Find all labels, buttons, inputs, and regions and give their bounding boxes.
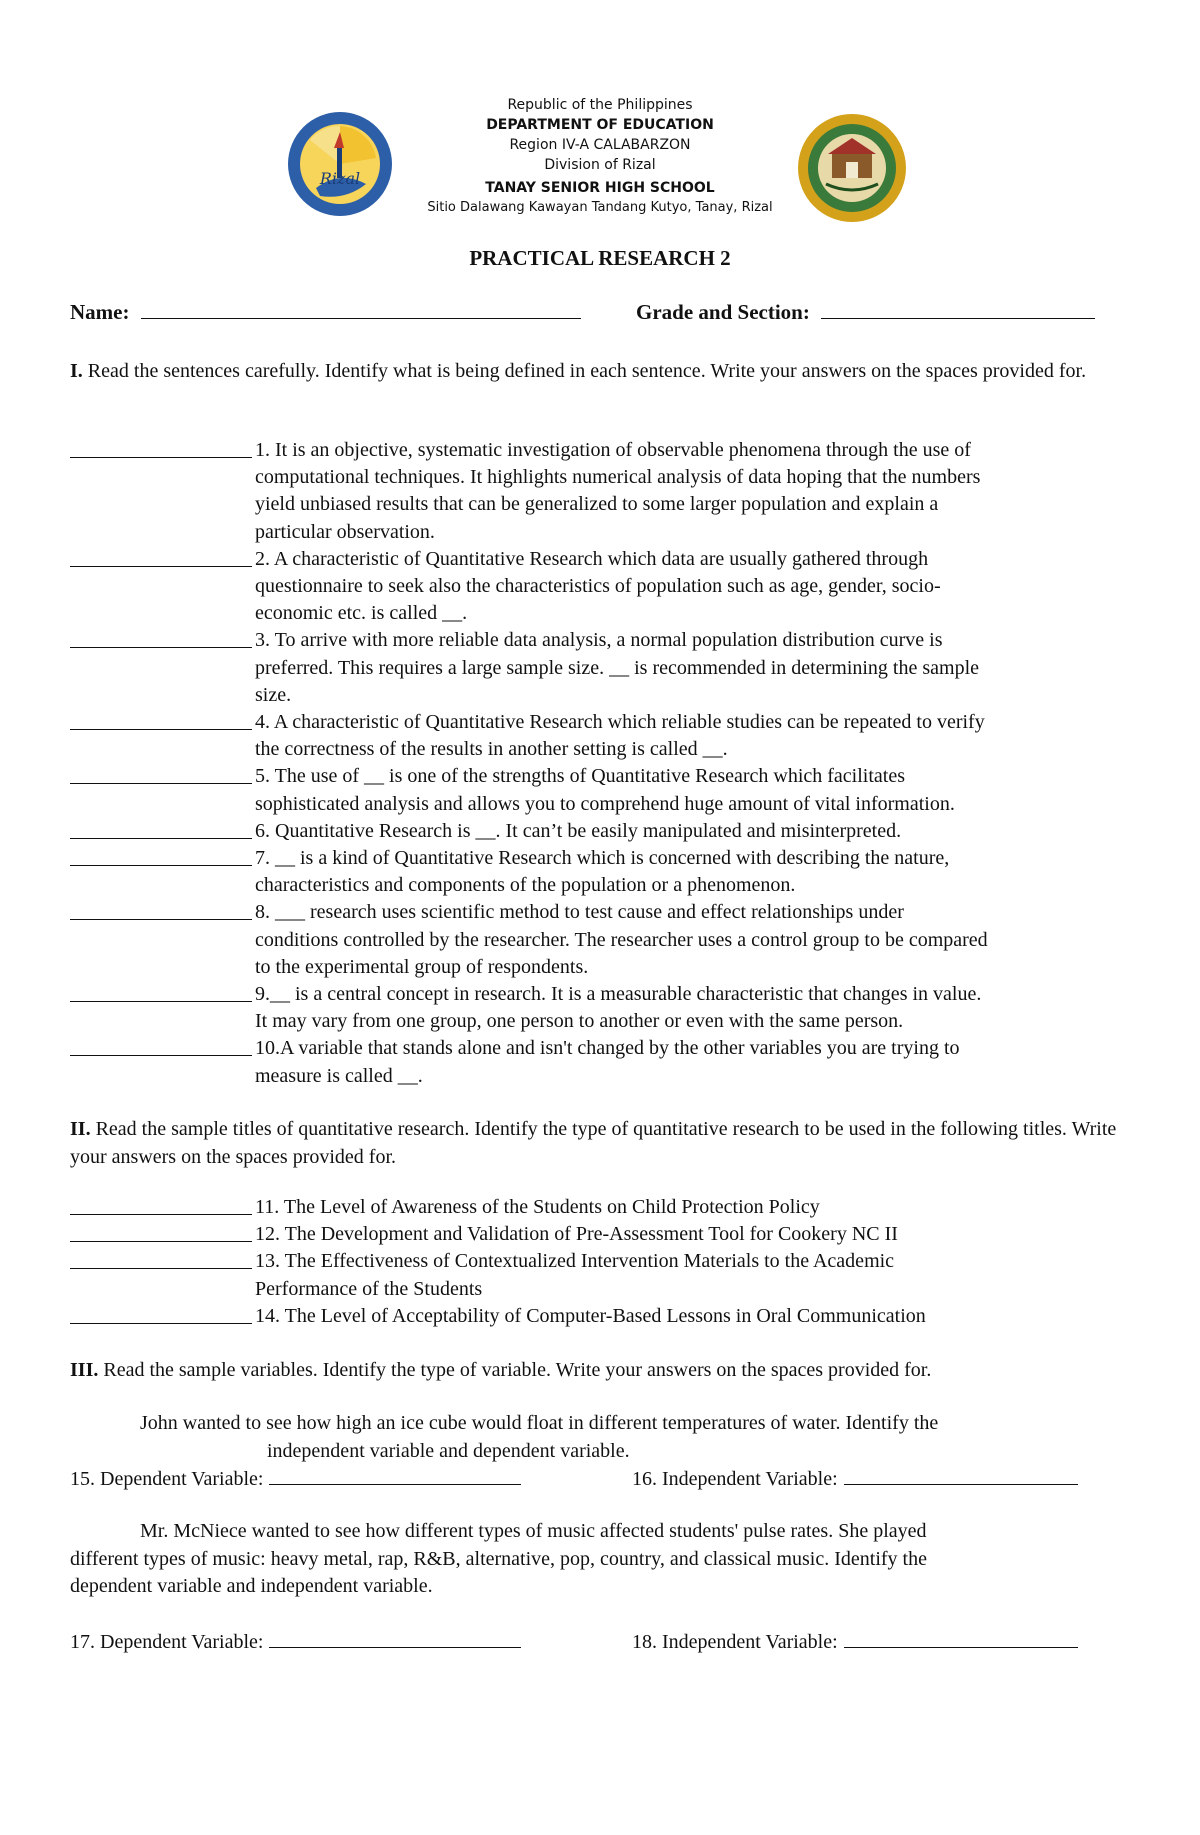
answer-blank[interactable] <box>70 709 252 730</box>
question-text-line: to the experimental group of respondents. <box>255 955 589 978</box>
question-text-line: computational techniques. It highlights numerical analysis of data hoping that the numbers <box>255 466 981 489</box>
answer-blank[interactable] <box>70 1248 252 1269</box>
q15-field[interactable] <box>70 1468 521 1490</box>
region-line: Region IV-A CALABARZON <box>509 137 691 153</box>
q18-field[interactable] <box>632 1629 1078 1654</box>
school-name: TANAY SENIOR HIGH SCHOOL <box>485 180 715 196</box>
answer-blank[interactable] <box>70 818 252 839</box>
answer-blank[interactable] <box>70 1035 252 1056</box>
grade-section-field[interactable] <box>636 300 1095 325</box>
question-text-line: measure is called __. <box>255 1064 423 1087</box>
scenario-2-line-3: dependent variable and independent variable. <box>70 1575 433 1597</box>
section-3-numeral: III. <box>70 1359 99 1381</box>
answer-blank[interactable] <box>70 763 252 784</box>
answer-blank[interactable] <box>70 1303 252 1324</box>
republic-line: Republic of the Philippines <box>507 97 693 113</box>
division-line: Division of Rizal <box>544 157 656 173</box>
section-1-instruction <box>70 357 1130 385</box>
q17-label: 17. Dependent Variable: <box>70 1631 264 1653</box>
section-2-items <box>70 1194 1140 1330</box>
name-field[interactable] <box>70 300 581 324</box>
question-item <box>70 1194 1140 1221</box>
question-item <box>70 1248 1140 1302</box>
q15-blank[interactable] <box>269 1466 521 1485</box>
question-text-line: 12. The Development and Validation of Pre-Assessment Tool for Cookery NC II <box>255 1223 898 1246</box>
question-text-line: 2. A characteristic of Quantitative Research which data are usually gathered through <box>255 547 929 570</box>
answer-blank[interactable] <box>70 1194 252 1215</box>
scenario-2-line-1: Mr. McNiece wanted to see how different types of music affected students' pulse rates. She played <box>140 1520 927 1542</box>
school-address: Sitio Dalawang Kawayan Tandang Kutyo, Tanay, Rizal <box>427 200 773 215</box>
question-text-line: It may vary from one group, one person to another or even with the same person. <box>255 1010 904 1033</box>
section-1-text: Read the sentences carefully. Identify what is being defined in each sentence. Write your answers on the spaces provided for. <box>87 360 1087 382</box>
student-info-row <box>70 300 1130 325</box>
question-item <box>70 627 1140 709</box>
subject-title: PRACTICAL RESEARCH 2 <box>469 246 731 270</box>
section-3-instruction <box>70 1356 1130 1384</box>
section-3-text: Read the sample variables. Identify the type of variable. Write your answers on the spaces provided for. <box>103 1359 932 1381</box>
question-item <box>70 763 1140 817</box>
question-text-line: preferred. This requires a large sample size. __ is recommended in determining the sample <box>255 656 980 679</box>
question-text-line: 8. ___ research uses scientific method to test cause and effect relationships under <box>255 901 904 924</box>
question-text-line: characteristics and components of the population or a phenomenon. <box>255 874 796 897</box>
scenario-2 <box>70 1518 1160 1601</box>
question-text-line: economic etc. is called __. <box>255 602 468 625</box>
grade-section-blank[interactable] <box>821 300 1095 319</box>
section-2-text: Read the sample titles of quantitative research. Identify the type of quantitative research to be used in the following titles. Write your answers on the spaces provided for. <box>70 1118 1117 1168</box>
q15-label: 15. Dependent Variable: <box>70 1468 264 1490</box>
scenario-1-line-1: John wanted to see how high an ice cube would float in different temperatures of water. Identify the <box>140 1412 939 1434</box>
answer-row-17-18 <box>70 1629 1150 1654</box>
question-item <box>70 845 1140 899</box>
question-text-line: yield unbiased results that can be generalized to some larger population and explain a <box>255 493 939 516</box>
question-text-line: 5. The use of __ is one of the strengths of Quantitative Research which facilitates <box>255 765 905 788</box>
section-1-numeral: I. <box>70 360 83 382</box>
answer-blank[interactable] <box>70 845 252 866</box>
q16-label: 16. Independent Variable: <box>632 1468 838 1490</box>
question-text-line: 1. It is an objective, systematic investigation of observable phenomena through the use of <box>255 439 971 461</box>
question-item <box>70 818 1140 845</box>
question-item <box>70 981 1140 1035</box>
q17-field[interactable] <box>70 1631 521 1653</box>
answer-blank[interactable] <box>70 981 252 1002</box>
question-item <box>70 1035 1140 1089</box>
school-seal-logo <box>796 112 908 224</box>
scenario-1-line-2: independent variable and dependent variable. <box>267 1439 630 1462</box>
answer-blank[interactable] <box>70 546 252 567</box>
question-text-line: 6. Quantitative Research is __. It can’t be easily manipulated and misinterpreted. <box>255 819 902 842</box>
question-text-line: Performance of the Students <box>255 1277 483 1300</box>
question-text-line: 14. The Level of Acceptability of Computer-Based Lessons in Oral Communication <box>255 1304 926 1327</box>
answer-row-15-16 <box>70 1466 1150 1491</box>
question-item <box>70 899 1140 981</box>
question-text-line: 4. A characteristic of Quantitative Research which reliable studies can be repeated to verify <box>255 711 985 734</box>
question-text-line: conditions controlled by the researcher. The researcher uses a control group to be compared <box>255 928 988 951</box>
svg-text:Rizal: Rizal <box>319 169 361 188</box>
grade-section-label: Grade and Section: <box>636 300 810 324</box>
section-2-instruction <box>70 1115 1130 1171</box>
q16-blank[interactable] <box>844 1466 1078 1485</box>
question-item <box>70 437 1140 546</box>
answer-blank[interactable] <box>70 899 252 920</box>
q18-label: 18. Independent Variable: <box>632 1631 838 1653</box>
question-item <box>70 1303 1140 1330</box>
question-text-line: size. <box>255 683 292 706</box>
question-text-line: 3. To arrive with more reliable data analysis, a normal population distribution curve is <box>255 629 943 652</box>
question-item <box>70 709 1140 763</box>
answer-blank[interactable] <box>70 627 252 648</box>
q18-blank[interactable] <box>844 1629 1078 1648</box>
q16-field[interactable] <box>632 1466 1078 1491</box>
question-text-line: 9.__ is a central concept in research. It is a measurable characteristic that changes in value. <box>255 983 982 1006</box>
scenario-2-line-2: different types of music: heavy metal, rap, R&B, alternative, pop, country, and classical music. Identify the <box>70 1547 927 1570</box>
question-text-line: sophisticated analysis and allows you to comprehend huge amount of vital information. <box>255 792 955 815</box>
name-blank[interactable] <box>141 300 581 319</box>
question-text-line: the correctness of the results in another setting is called __. <box>255 738 728 761</box>
question-text-line: questionnaire to seek also the characteristics of population such as age, gender, socio- <box>255 575 941 598</box>
answer-blank[interactable] <box>70 1221 252 1242</box>
department-line: DEPARTMENT OF EDUCATION <box>486 117 714 133</box>
question-text-line: 7. __ is a kind of Quantitative Research which is concerned with describing the nature, <box>255 847 950 870</box>
answer-blank[interactable] <box>70 437 252 458</box>
question-text-line: 10.A variable that stands alone and isn't changed by the other variables you are trying to <box>255 1037 960 1060</box>
question-item <box>70 1221 1140 1248</box>
question-item <box>70 546 1140 628</box>
question-text-line: 13. The Effectiveness of Contextualized Intervention Materials to the Academic <box>255 1250 895 1273</box>
letterhead <box>0 95 1200 218</box>
question-text-line: particular observation. <box>255 520 435 543</box>
question-text-line: 11. The Level of Awareness of the Students on Child Protection Policy <box>255 1196 820 1218</box>
q17-blank[interactable] <box>269 1629 521 1648</box>
name-label: Name: <box>70 300 130 324</box>
scenario-1 <box>140 1410 1150 1465</box>
section-2-numeral: II. <box>70 1118 91 1140</box>
section-1-items <box>70 437 1140 1090</box>
